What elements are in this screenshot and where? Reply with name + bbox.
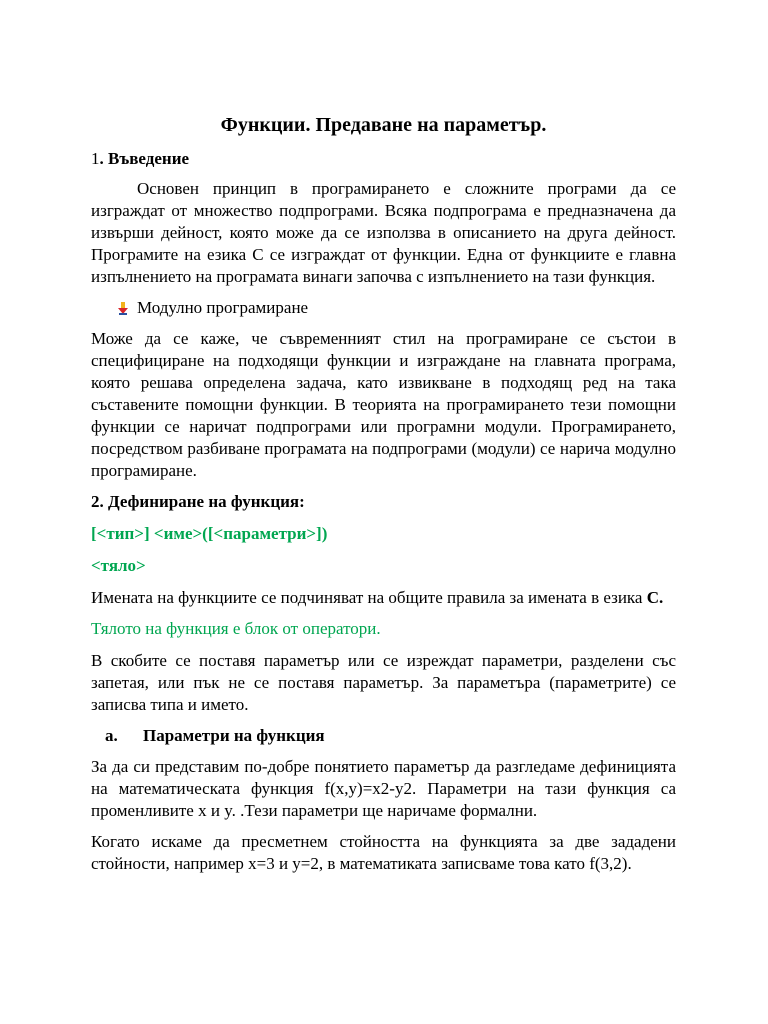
function-names-paragraph: [91, 587, 676, 609]
language-name: C.: [646, 588, 664, 607]
bullet-item: [115, 297, 676, 319]
subsection-a-label: a.: [105, 726, 118, 745]
section-1-number: 1: [91, 149, 100, 168]
section-1-title: Въведение: [108, 149, 190, 168]
section-2-heading: 2. Дефиниране на функция:: [91, 492, 305, 511]
subsection-a-heading: [105, 725, 676, 747]
parameters-paragraph: За да си представим по-добре понятието параметър да разгледаме дефиницията на математическата функция f(x,y)=x2-y2. Параметри на тази функция са променливите x и y. .Тези параметри ще наричаме формални.: [91, 757, 676, 820]
section-1-heading: [91, 148, 676, 170]
intro-paragraph: Основен принцип в програмирането е сложните програми да се изграждат от множество подпрограми. Всяка подпрограма е предназначена да извърши дейност, която може да се използва в описанието на друга дейност. Програмите на езика C се изграждат от функции. Една от функциите е главна изпълнението на програмата винаги започва с изпълнението на тази функция.: [91, 179, 676, 286]
document-title: Функции. Предаване на параметър.: [220, 114, 547, 136]
function-body-line: Тялото на функция е блок от оператори.: [91, 619, 381, 638]
syntax-line-body: <тяло>: [91, 556, 146, 575]
function-names-text: Имената на функциите се подчиняват на общите правила за имената в езика: [91, 588, 647, 607]
section-1-dot: .: [99, 149, 108, 168]
arrow-down-bullet-icon: [115, 300, 131, 316]
brackets-paragraph: В скобите се поставя параметър или се изреждат параметри, разделени със запетая, или пък не се поставя параметър. За параметъра (параметрите) се записва типа и името.: [91, 651, 676, 714]
syntax-line-signature: [<тип>] <име>([<параметри>]): [91, 524, 328, 543]
bullet-item-label: Модулно програмиране: [137, 298, 309, 317]
subsection-a-title: Параметри на функция: [143, 726, 325, 745]
compute-paragraph: Когато искаме да пресметнем стойността на функцията за две зададени стойности, например x=3 и y=2, в математиката записваме това като f(3,2).: [91, 832, 676, 873]
modular-programming-paragraph: Може да се каже, че съвременният стил на програмиране се състои в специфициране на подходящи функции и изграждане на главната програма, която решава определена задача, като извикване в подходящ ред на така съставените помощни функции. В теорията на програмирането тези помощни функции се наричат подпрограми или програмни модули. Програмирането, посредством разбиване програмата на подпрограми (модули) се нарича модулно програмиране.: [91, 329, 676, 480]
